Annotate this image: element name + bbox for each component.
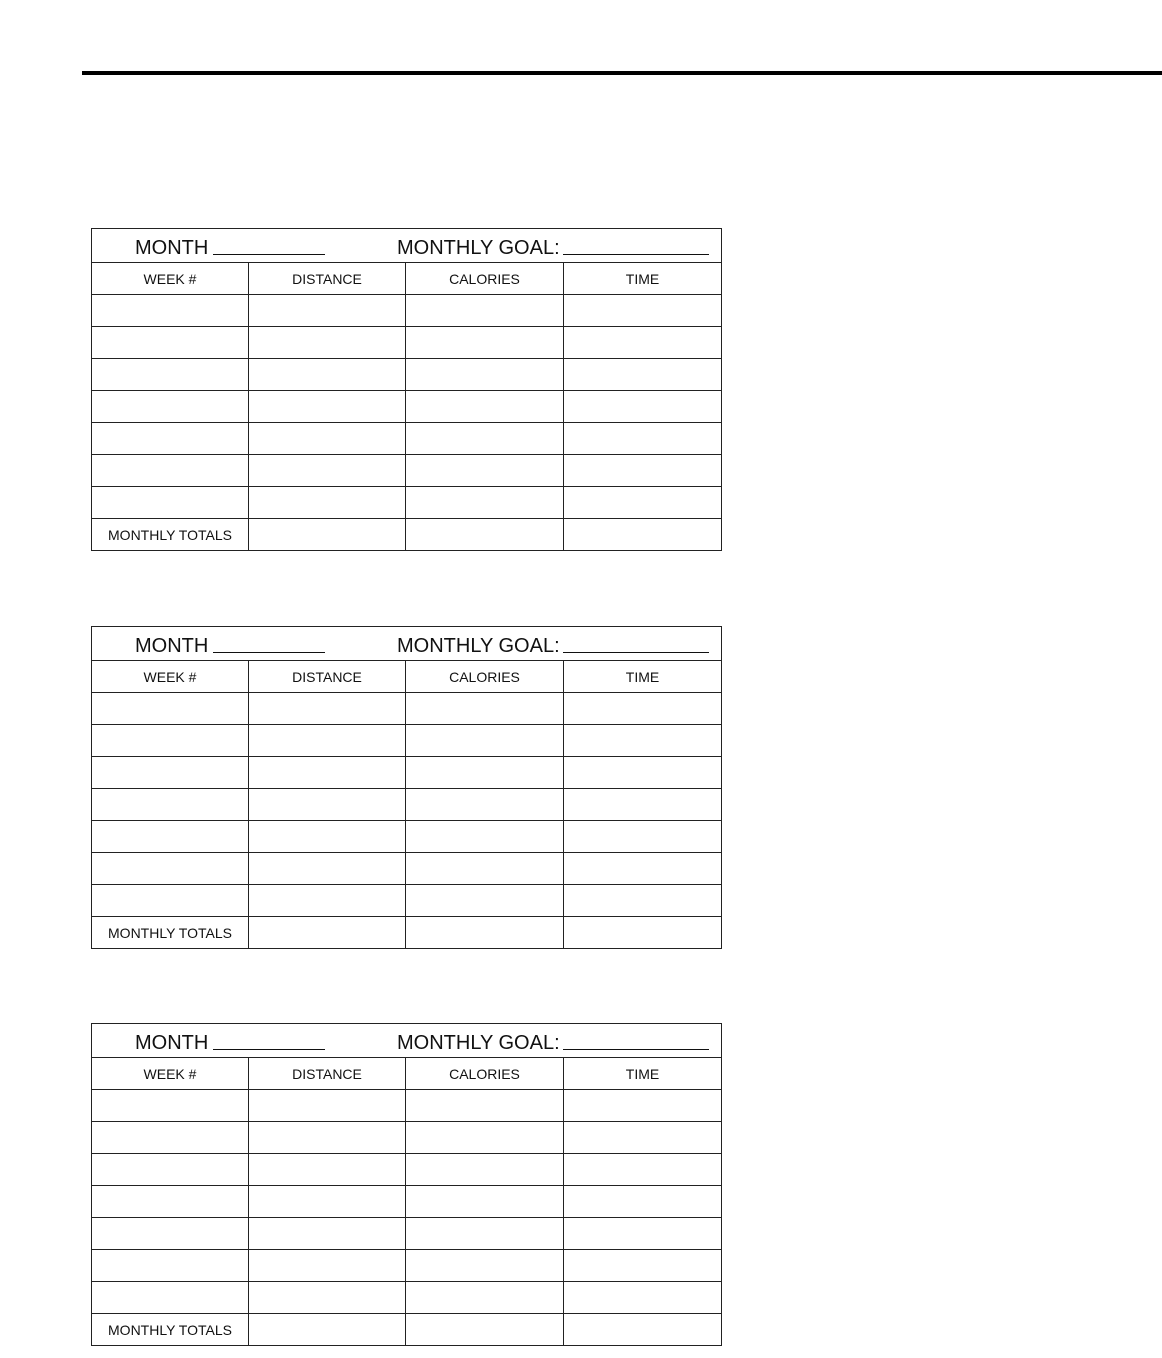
table-row [92, 1186, 722, 1218]
calories-cell[interactable] [406, 725, 564, 757]
week-cell[interactable] [92, 1250, 249, 1282]
table-row [92, 391, 722, 423]
monthly-log-table [91, 626, 722, 949]
table-row [92, 725, 722, 757]
title-cell [92, 627, 722, 661]
table-row [92, 1218, 722, 1250]
title-cell [92, 1024, 722, 1058]
column-header: TIME [564, 1058, 722, 1090]
distance-cell[interactable] [249, 327, 406, 359]
distance-cell[interactable] [249, 725, 406, 757]
week-cell[interactable] [92, 1154, 249, 1186]
time-cell[interactable] [564, 1090, 722, 1122]
time-cell[interactable] [564, 725, 722, 757]
month-label: MONTH [135, 236, 209, 259]
calories-cell[interactable] [406, 885, 564, 917]
calories-total-cell[interactable] [406, 1314, 564, 1346]
table-row [92, 295, 722, 327]
distance-cell[interactable] [249, 423, 406, 455]
table-row [92, 1122, 722, 1154]
distance-cell[interactable] [249, 1250, 406, 1282]
time-cell[interactable] [564, 423, 722, 455]
distance-cell[interactable] [249, 757, 406, 789]
time-cell[interactable] [564, 1122, 722, 1154]
distance-cell[interactable] [249, 1282, 406, 1314]
monthly-goal-field[interactable] [563, 254, 709, 255]
column-header: WEEK # [92, 263, 249, 295]
column-header: TIME [564, 263, 722, 295]
calories-cell[interactable] [406, 1186, 564, 1218]
week-cell[interactable] [92, 455, 249, 487]
month-field[interactable] [213, 1049, 325, 1050]
time-cell[interactable] [564, 487, 722, 519]
time-cell[interactable] [564, 789, 722, 821]
time-cell[interactable] [564, 821, 722, 853]
calories-cell[interactable] [406, 1250, 564, 1282]
month-label: MONTH [135, 634, 209, 657]
time-total-cell[interactable] [564, 917, 722, 949]
monthly-goal-field[interactable] [563, 1049, 709, 1050]
column-header: TIME [564, 661, 722, 693]
week-cell[interactable] [92, 1282, 249, 1314]
distance-cell[interactable] [249, 1122, 406, 1154]
time-cell[interactable] [564, 885, 722, 917]
distance-cell[interactable] [249, 885, 406, 917]
table-row [92, 789, 722, 821]
distance-total-cell[interactable] [249, 1314, 406, 1346]
week-cell[interactable] [92, 885, 249, 917]
monthly-goal-label: MONTHLY GOAL: [397, 634, 560, 657]
header-row [92, 263, 722, 295]
monthly-log-table [91, 228, 722, 551]
week-cell[interactable] [92, 487, 249, 519]
week-cell[interactable] [92, 1218, 249, 1250]
week-cell[interactable] [92, 1090, 249, 1122]
month-field[interactable] [213, 254, 325, 255]
totals-row [92, 917, 722, 949]
calories-cell[interactable] [406, 487, 564, 519]
distance-cell[interactable] [249, 1186, 406, 1218]
monthly-totals-label: MONTHLY TOTALS [92, 917, 249, 949]
table-title-row [92, 1024, 722, 1058]
time-cell[interactable] [564, 359, 722, 391]
table-row [92, 757, 722, 789]
table-row [92, 455, 722, 487]
calories-cell[interactable] [406, 359, 564, 391]
time-cell[interactable] [564, 1154, 722, 1186]
week-cell[interactable] [92, 789, 249, 821]
table-row [92, 423, 722, 455]
week-cell[interactable] [92, 391, 249, 423]
week-cell[interactable] [92, 757, 249, 789]
monthly-totals-label: MONTHLY TOTALS [92, 519, 249, 551]
time-cell[interactable] [564, 853, 722, 885]
table-row [92, 1250, 722, 1282]
column-header: CALORIES [406, 661, 564, 693]
distance-cell[interactable] [249, 487, 406, 519]
column-header: CALORIES [406, 1058, 564, 1090]
week-cell[interactable] [92, 725, 249, 757]
table-row [92, 1154, 722, 1186]
calories-cell[interactable] [406, 853, 564, 885]
distance-cell[interactable] [249, 1218, 406, 1250]
calories-cell[interactable] [406, 1090, 564, 1122]
time-cell[interactable] [564, 295, 722, 327]
distance-cell[interactable] [249, 295, 406, 327]
month-field[interactable] [213, 652, 325, 653]
distance-cell[interactable] [249, 821, 406, 853]
time-cell[interactable] [564, 1282, 722, 1314]
table-row [92, 821, 722, 853]
calories-cell[interactable] [406, 757, 564, 789]
calories-cell[interactable] [406, 789, 564, 821]
table-row [92, 487, 722, 519]
calories-cell[interactable] [406, 1282, 564, 1314]
week-cell[interactable] [92, 693, 249, 725]
time-total-cell[interactable] [564, 519, 722, 551]
calories-cell[interactable] [406, 391, 564, 423]
calories-total-cell[interactable] [406, 917, 564, 949]
calories-cell[interactable] [406, 295, 564, 327]
monthly-log-table [91, 1023, 722, 1346]
distance-cell[interactable] [249, 693, 406, 725]
table-row [92, 885, 722, 917]
column-header: DISTANCE [249, 1058, 406, 1090]
table-row [92, 1090, 722, 1122]
totals-row [92, 1314, 722, 1346]
column-header: DISTANCE [249, 661, 406, 693]
calories-cell[interactable] [406, 455, 564, 487]
calories-cell[interactable] [406, 821, 564, 853]
calories-cell[interactable] [406, 693, 564, 725]
table-row [92, 359, 722, 391]
table-row [92, 693, 722, 725]
totals-row [92, 519, 722, 551]
table-row [92, 853, 722, 885]
column-header: CALORIES [406, 263, 564, 295]
title-cell [92, 229, 722, 263]
time-total-cell[interactable] [564, 1314, 722, 1346]
week-cell[interactable] [92, 327, 249, 359]
time-cell[interactable] [564, 693, 722, 725]
column-header: WEEK # [92, 661, 249, 693]
time-cell[interactable] [564, 1218, 722, 1250]
calories-cell[interactable] [406, 1154, 564, 1186]
column-header: WEEK # [92, 1058, 249, 1090]
distance-cell[interactable] [249, 455, 406, 487]
time-cell[interactable] [564, 327, 722, 359]
time-cell[interactable] [564, 1186, 722, 1218]
distance-cell[interactable] [249, 1090, 406, 1122]
week-cell[interactable] [92, 423, 249, 455]
calories-cell[interactable] [406, 1122, 564, 1154]
distance-total-cell[interactable] [249, 519, 406, 551]
week-cell[interactable] [92, 821, 249, 853]
monthly-goal-label: MONTHLY GOAL: [397, 1031, 560, 1054]
distance-cell[interactable] [249, 853, 406, 885]
header-row [92, 1058, 722, 1090]
time-cell[interactable] [564, 1250, 722, 1282]
calories-total-cell[interactable] [406, 519, 564, 551]
time-cell[interactable] [564, 455, 722, 487]
distance-total-cell[interactable] [249, 917, 406, 949]
time-cell[interactable] [564, 757, 722, 789]
week-cell[interactable] [92, 853, 249, 885]
week-cell[interactable] [92, 295, 249, 327]
week-cell[interactable] [92, 1122, 249, 1154]
monthly-goal-field[interactable] [563, 652, 709, 653]
table-row [92, 327, 722, 359]
top-rule [82, 71, 1162, 75]
calories-cell[interactable] [406, 327, 564, 359]
column-header: DISTANCE [249, 263, 406, 295]
calories-cell[interactable] [406, 423, 564, 455]
distance-cell[interactable] [249, 391, 406, 423]
distance-cell[interactable] [249, 359, 406, 391]
monthly-totals-label: MONTHLY TOTALS [92, 1314, 249, 1346]
distance-cell[interactable] [249, 1154, 406, 1186]
table-title-row [92, 229, 722, 263]
week-cell[interactable] [92, 1186, 249, 1218]
calories-cell[interactable] [406, 1218, 564, 1250]
table-row [92, 1282, 722, 1314]
monthly-goal-label: MONTHLY GOAL: [397, 236, 560, 259]
table-title-row [92, 627, 722, 661]
week-cell[interactable] [92, 359, 249, 391]
time-cell[interactable] [564, 391, 722, 423]
header-row [92, 661, 722, 693]
distance-cell[interactable] [249, 789, 406, 821]
month-label: MONTH [135, 1031, 209, 1054]
